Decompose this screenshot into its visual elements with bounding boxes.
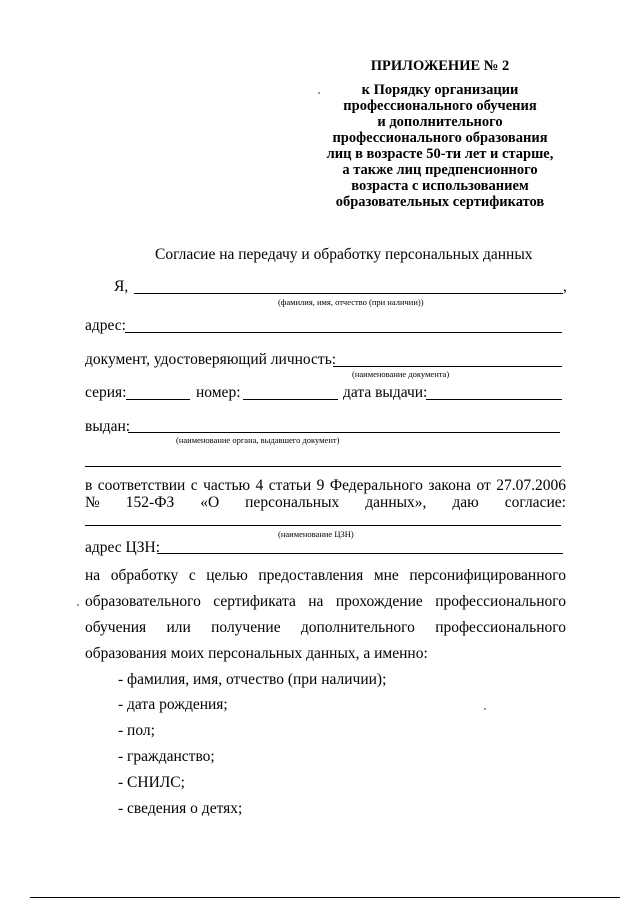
czn-address-input-line[interactable] [157,553,563,554]
law-word: 152-ФЗ [125,494,175,511]
czn-caption: (наименование ЦЗН) [278,529,354,539]
issued-by-label: выдан: [85,418,131,435]
law-word: согласие: [504,494,566,511]
document-title: Согласие на передачу и обработку персональных данных [155,246,533,263]
data-list-item: - дата рождения; [118,696,228,713]
czn-name-input-line[interactable] [85,525,561,526]
appendix-subtitle-line: возраста с использованием [351,178,529,194]
scan-speck [484,708,486,710]
appendix-subtitle-line: и дополнительного [377,114,503,130]
purpose-paragraph-last-line: образования моих персональных данных, а именно: [85,645,428,662]
scan-speck [77,604,79,606]
address-label: адрес: [85,317,126,334]
purpose-paragraph-line: на обработку с целью предоставления мне персонифицированного [85,567,566,584]
appendix-subtitle-line: образовательных сертификатов [335,194,545,210]
address-input-line[interactable] [125,332,562,333]
law-paragraph-line: в соответствии с частью 4 статьи 9 Федерального закона от 27.07.2006 [85,477,566,494]
appendix-title: ПРИЛОЖЕНИЕ № 2 [370,58,510,74]
number-label: номер: [196,384,241,401]
series-label: серия: [85,384,127,401]
data-list-item: - сведения о детях; [118,800,243,817]
appendix-subtitle-line: профессионального обучения [343,98,537,114]
purpose-paragraph-line: образовательного сертификата на прохождение профессионального [85,593,566,610]
data-list-item: - СНИЛС; [118,774,185,791]
issued-by-input-line-2[interactable] [85,466,561,467]
issue-date-input-line[interactable] [426,399,562,400]
law-word: даю [452,494,479,511]
data-list-item: - гражданство; [118,748,215,765]
purpose-paragraph-line: обучения или получение дополнительного профессионального [85,619,566,636]
fio-comma: , [563,278,567,295]
law-word: персональных [245,494,340,511]
issue-date-label: дата выдачи: [343,384,428,401]
scan-speck [318,92,320,94]
fio-caption: (фамилия, имя, отчество (при наличии)) [278,297,424,307]
fio-input-line[interactable] [134,293,563,294]
i-label: Я, [114,278,129,295]
appendix-subtitle-line: к Порядку организации [361,82,519,98]
id-doc-input-line[interactable] [333,366,562,367]
law-paragraph-line [85,494,566,512]
law-word: № [85,494,100,511]
issued-by-caption: (наименование органа, выдавшего документ) [176,435,340,445]
appendix-subtitle-line: профессионального образования [332,130,548,146]
law-word: «О [200,494,220,511]
id-doc-caption: (наименование документа) [352,369,450,379]
page-bottom-rule [30,897,620,898]
czn-address-label: адрес ЦЗН: [85,539,160,556]
data-list-item: - фамилия, имя, отчество (при наличии); [118,671,387,688]
appendix-subtitle-line: лиц в возрасте 50-ти лет и старше, [326,146,554,162]
data-list-item: - пол; [118,722,155,739]
law-word: данных», [365,494,427,511]
series-input-line[interactable] [126,399,190,400]
number-input-line[interactable] [243,399,338,400]
id-doc-label: документ, удостоверяющий личность: [85,351,337,368]
issued-by-input-line[interactable] [128,432,560,433]
appendix-subtitle-line: а также лиц предпенсионного [342,162,538,178]
